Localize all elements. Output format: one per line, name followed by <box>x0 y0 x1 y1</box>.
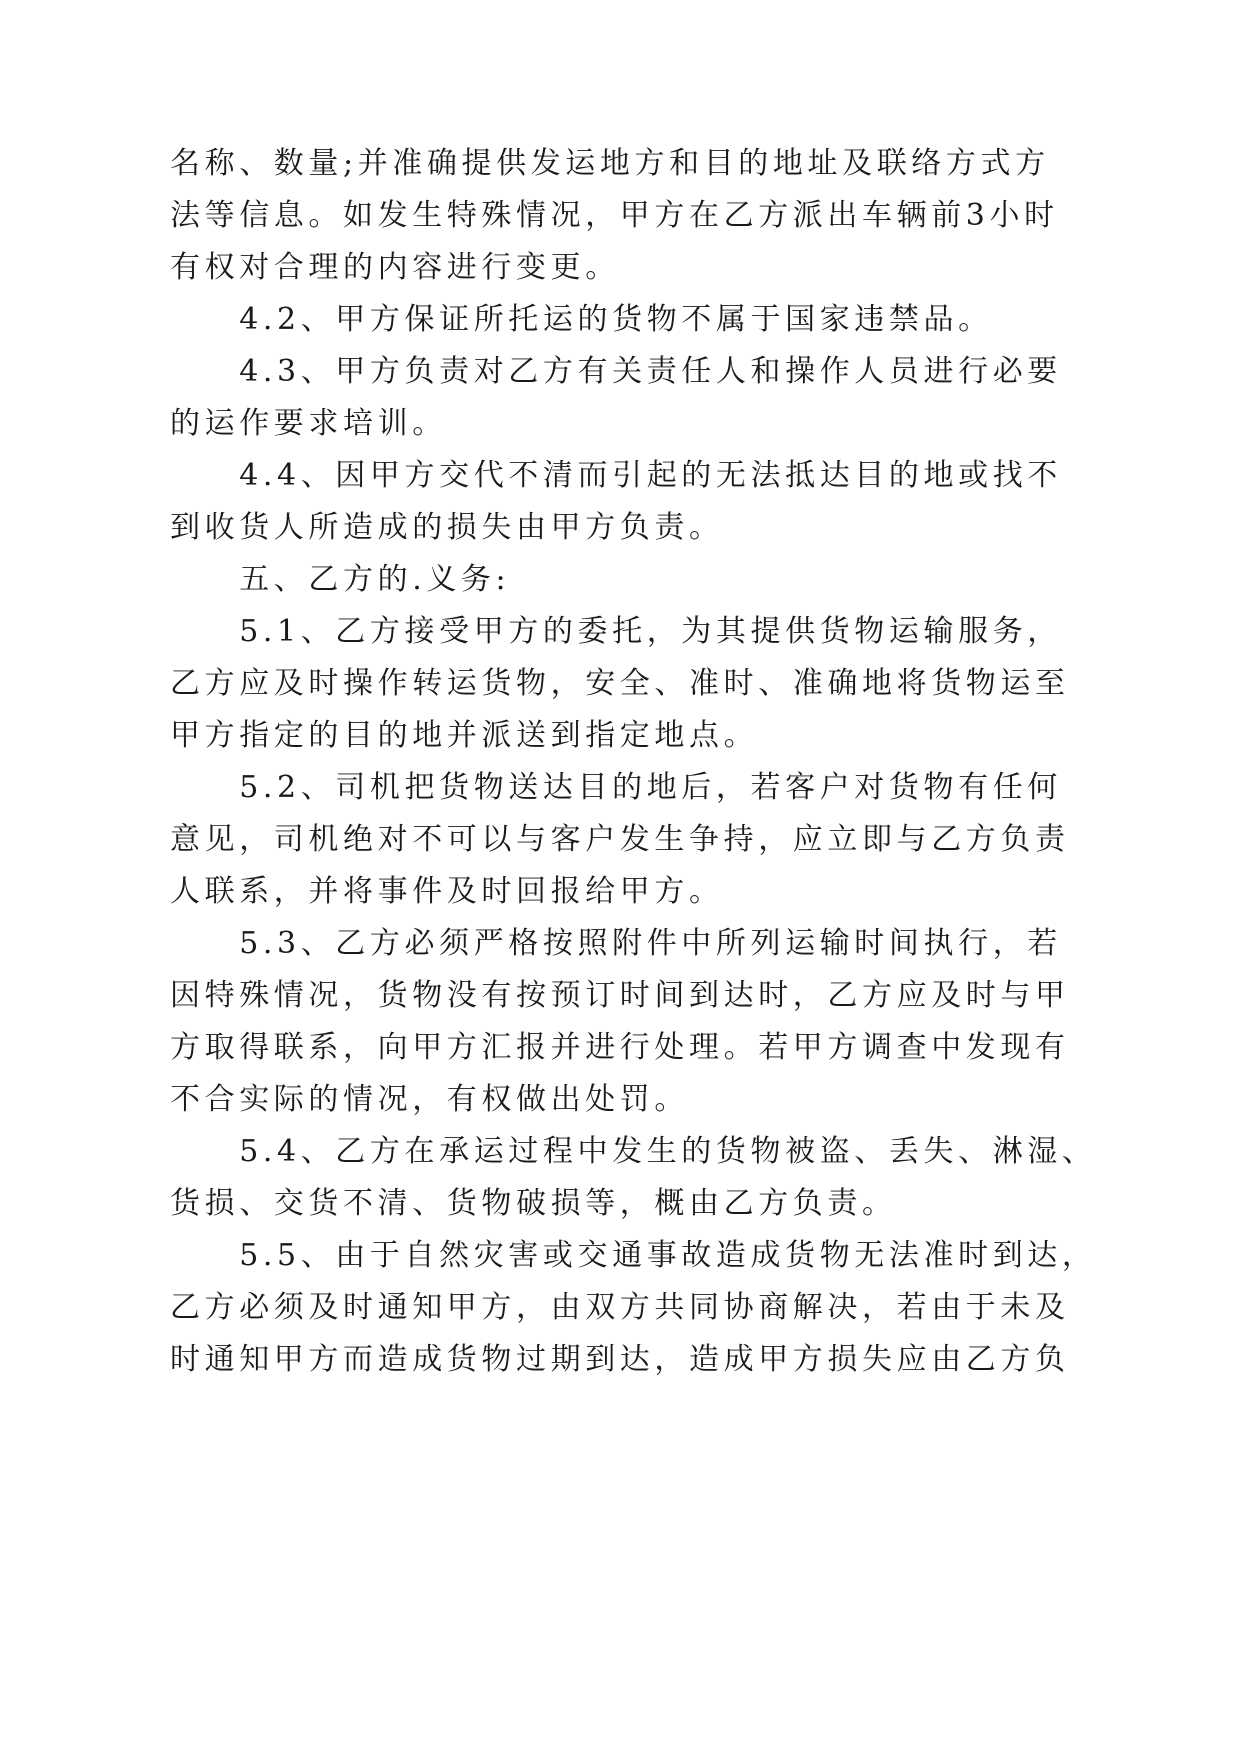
clause-5-3 <box>170 918 1070 1126</box>
text-line: 5.5、由于自然灾害或交通事故造成货物无法准时到达， <box>170 1238 1097 1273</box>
text-line: 法等信息。如发生特殊情况，甲方在乙方派出车辆前3小时 <box>170 198 1059 233</box>
clause-5-2 <box>170 762 1070 918</box>
text-line: 方取得联系，向甲方汇报并进行处理。若甲方调查中发现有 <box>170 1030 1070 1065</box>
text-line: 货损、交货不清、货物破损等，概由乙方负责。 <box>170 1186 897 1221</box>
text-line: 有权对合理的内容进行变更。 <box>170 250 620 285</box>
text-line: 不合实际的情况，有权做出处罚。 <box>170 1082 689 1117</box>
text-line: 乙方应及时操作转运货物，安全、准时、准确地将货物运至 <box>170 666 1070 701</box>
text-line: 甲方指定的目的地并派送到指定地点。 <box>170 718 759 753</box>
clause-4-3 <box>170 346 1062 450</box>
text-line: 5.1、乙方接受甲方的委托，为其提供货物运输服务， <box>170 614 1062 649</box>
paragraph-continuation <box>170 138 1059 294</box>
clause-4-4 <box>170 450 1062 554</box>
text-line: 乙方必须及时通知甲方，由双方共同协商解决，若由于未及 <box>170 1290 1070 1325</box>
clause-4-2 <box>170 294 993 346</box>
document-body <box>170 138 1097 1386</box>
text-line: 五、乙方的.义务: <box>170 562 511 597</box>
text-line: 意见，司机绝对不可以与客户发生争持，应立即与乙方负责 <box>170 822 1070 857</box>
text-line: 的运作要求培训。 <box>170 406 447 441</box>
text-line: 到收货人所造成的损失由甲方负责。 <box>170 510 724 545</box>
text-line: 5.2、司机把货物送达目的地后，若客户对货物有任何 <box>170 770 1062 805</box>
text-line: 4.3、甲方负责对乙方有关责任人和操作人员进行必要 <box>170 354 1062 389</box>
text-line: 名称、数量;并准确提供发运地方和目的地址及联络方式方 <box>170 146 1050 181</box>
text-line: 人联系，并将事件及时回报给甲方。 <box>170 874 724 909</box>
text-line: 时通知甲方而造成货物过期到达，造成甲方损失应由乙方负 <box>170 1342 1070 1377</box>
text-line: 因特殊情况，货物没有按预订时间到达时，乙方应及时与甲 <box>170 978 1070 1013</box>
text-line: 4.2、甲方保证所托运的货物不属于国家违禁品。 <box>170 302 993 337</box>
clause-5-4 <box>170 1126 1097 1230</box>
text-line: 4.4、因甲方交代不清而引起的无法抵达目的地或找不 <box>170 458 1062 493</box>
section-heading-party-b-obligations <box>170 554 945 606</box>
clause-5-5 <box>170 1230 1097 1386</box>
clause-5-1 <box>170 606 1070 762</box>
text-line: 5.3、乙方必须严格按照附件中所列运输时间执行，若 <box>170 926 1062 961</box>
text-line: 5.4、乙方在承运过程中发生的货物被盗、丢失、淋湿、 <box>170 1134 1097 1169</box>
